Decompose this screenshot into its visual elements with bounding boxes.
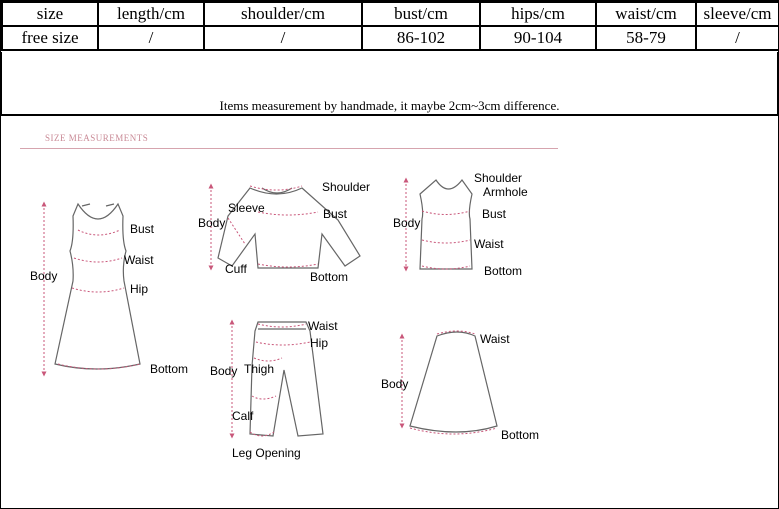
measurement-note: Items measurement by handmade, it maybe 2cm~3cm difference. (219, 98, 560, 113)
skirt-waist-label: Waist (480, 332, 510, 346)
pants-calf-label: Calf (232, 409, 254, 423)
cell-sleeve: / (696, 26, 779, 50)
cell-size: free size (2, 26, 98, 50)
table-header-row (2, 2, 779, 26)
cell-shoulder: / (204, 26, 362, 50)
header-shoulder: shoulder/cm (204, 2, 362, 26)
measurement-diagram (0, 116, 779, 509)
pants-hip-label: Hip (310, 336, 329, 350)
pants-thigh-label: Thigh (244, 362, 275, 376)
dress-sketch (55, 204, 140, 369)
vest-bottom-label: Bottom (484, 264, 523, 278)
dress-bust-label: Bust (130, 222, 155, 236)
cell-bust: 86-102 (362, 26, 480, 50)
diagram-title: SIZE MEASUREMENTS (45, 133, 149, 143)
pants-body-label: Body (210, 364, 238, 378)
header-bust: bust/cm (362, 2, 480, 26)
dress-hip-label: Hip (130, 282, 149, 296)
cell-waist: 58-79 (596, 26, 696, 50)
header-sleeve: sleeve/cm (696, 2, 779, 26)
pants-leg-opening-label: Leg Opening (232, 446, 301, 460)
vest-waist-label: Waist (474, 237, 504, 251)
skirt-bottom-label: Bottom (501, 428, 540, 442)
top-cuff-label: Cuff (225, 262, 247, 276)
skirt-sketch (410, 332, 497, 432)
top-bust-label: Bust (323, 207, 348, 221)
header-hips: hips/cm (480, 2, 596, 26)
header-size: size (2, 2, 98, 26)
vest-body-label: Body (393, 216, 421, 230)
top-shoulder-label: Shoulder (322, 180, 371, 194)
table-row (2, 26, 779, 50)
garment-sketches (0, 116, 779, 509)
header-length: length/cm (98, 2, 204, 26)
top-body-label: Body (198, 216, 226, 230)
note-row (1, 52, 778, 116)
vest-shoulder-label: Shoulder (474, 171, 523, 185)
size-chart-table (1, 1, 779, 51)
cell-length: / (98, 26, 204, 50)
top-sleeve-label: Sleeve (228, 201, 265, 215)
pants-waist-label: Waist (308, 319, 338, 333)
top-bottom-label: Bottom (310, 270, 349, 284)
skirt-body-label: Body (381, 377, 409, 391)
cell-hips: 90-104 (480, 26, 596, 50)
dress-body-label: Body (30, 269, 58, 283)
long-sleeve-top-sketch (218, 188, 360, 268)
header-waist: waist/cm (596, 2, 696, 26)
dress-bottom-label: Bottom (150, 362, 189, 376)
vest-bust-label: Bust (482, 207, 507, 221)
vest-sketch (420, 180, 472, 269)
dress-waist-label: Waist (124, 253, 154, 267)
vest-armhole-label: Armhole (483, 185, 528, 199)
